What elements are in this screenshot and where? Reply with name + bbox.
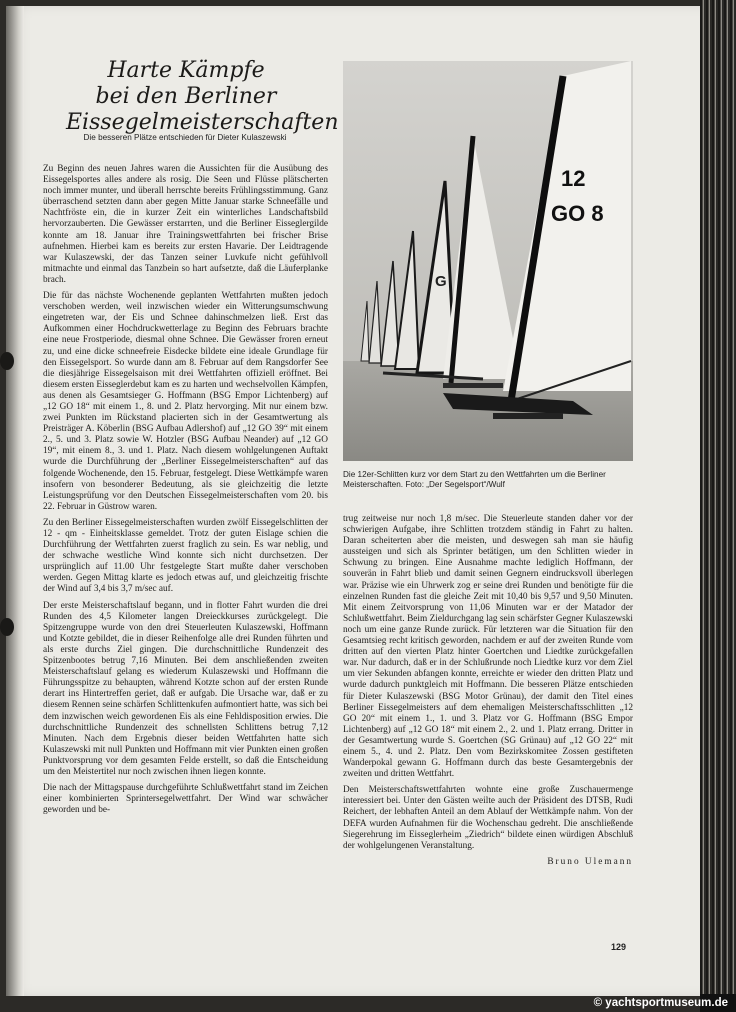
title-line-2: bei den Berliner	[95, 84, 277, 109]
paragraph: Den Meisterschaftswettfahrten wohnte eine große Zuschauermenge interessiert bei. Unter den Gästen weilte auch der Präsident des DTSB, Rudi Reichert, der lebhaften Anteil an dem Ablauf der Wettkämpfe nahm. Von der DEFA wurden Aufnahmen für die Wochenschau gedreht. Die anschließende Siegerehrung im Eisseglerheim „Ziedrich“ bildete einen würdigen Abschluß der wohlgelungenen Veranstaltung.	[343, 785, 633, 851]
iceboat-photo-drawing	[343, 61, 633, 461]
paragraph: Die für das nächste Wochenende geplanten Wettfahrten mußten jedoch verschoben werden, weil inzwischen wieder ein Witterungsumschwung eingetreten war, der Eis und Schnee dahinschmelzen ließ. Erst das Aufkommen einer Hochdruckwetterlage zu Beginn des Februars brachte eine neue Frostperiode, diesmal ohne Schnee. Die Gewässer froren erneut zu, und eine dicke schneefreie Eisdecke bildete eine ideale Grundlage für den Eissegelsport. So wurde dann am 8. Februar auf dem Rangsdorfer See die diesjährige Eissegelsaison mit drei Wettfahrten offiziell eröffnet. Bei diesem ersten Eisseglerdebut kam es zu harten und wechselvollen Kämpfen, aus denen als Gesamtsieger G. Hoffmann (BSG Empor Lichtenberg) auf „12 GO 18“ mit einem 1., 8. und 2. Platz hervorging. Mit nur einem bzw. zwei Punkten im Rückstand placierten sich in der Gesamtwertung als Preisträger A. Köberlin (BSG Aufbau Adlershof) auf „12 GO 39“ mit einem 2., 5. und 3. Platz sowie W. Hotzler (BSG Aufbau Neander) auf „12 GO 19“, mit einem 8., 3. und 1. Platz. Nach diesem wohlgelungenen Auftakt wurde die Durchführung der „Berliner Eissegelmeisterschaften“ auf das folgende Wochenende, den 15. Februar, festgelegt. Diese Wettkämpfe waren insofern von besonderer Bedeutung, als sie gleichzeitig die letzte Leistungsprüfung vor den Deutschen Eissegelmeisterschaften vom 20. bis 22. Februar in Güstrow waren.	[43, 291, 328, 512]
right-text-column	[343, 514, 633, 896]
watermark: © yachtsportmuseum.de	[593, 997, 728, 1009]
paragraph: Zu Beginn des neuen Jahres waren die Aussichten für die Ausübung des Eissegelsportes alles andere als rosig. Die Seen und Flüsse plätscherten noch immer munter, und überall herrschte bereits Frühlingsstimmung. Ganz überraschend setzten dann aber gegen Mitte Januar starke Schneefälle und Nachtfröste ein, die in kurzer Zeit ein winterliches Landschaftsbild hervorzauberten. Die Gewässer erstarrten, und die Berliner Eisseglergilde konnte am 18. Januar ihre Trainingswettfahrten bei frischer Brise aufnehmen. Hierbei kam es bereits zur ersten Havarie. Der Leidtragende war Kulaszewski, der das Tanzen seiner Luvkufe nicht gefühlvoll mitmachte und einmal das Tanzbein so hart aufsetzte, daß die Läuferplanke brach.	[43, 164, 328, 285]
paragraph: Der erste Meisterschaftslauf begann, und in flotter Fahrt wurden die drei Runden des 4,5 Kilometer langen Dreieckkurses zurückgelegt. Die Spitzengruppe wurde von den drei Steuerleuten Kulaszewski, Hoffmann und Kotzte gebildet, die in dieser Reihenfolge alle drei Runden führten und als erste durchs Ziel gingen. Die durchschnittliche Rundenzeit des Spitzenbootes betrug 7,16 Minuten. Bei dem anschließenden zweiten Meisterschaftslauf gelang es wiederum Kulaszewski und Hoffmann die Führungsspitze zu behaupten, während Kotzte schon auf der ersten Runde derart ins Hintertreffen geriet, daß er aufgab. Die Ursache war, daß er zu diesem Rennen seine schärfen Schlittenkufen aufmontiert hatte, was sich bei dem inzwischen weich gewordenen Eis als eine Fehldisposition erwies. Die durchschnittliche Rundenzeit des schnellsten Schlittens betrug 7,12 Minuten. Nach dem Ergebnis dieser beiden Wettfahrten hatte sich Kulaszewski mit null Punkten und Hoffmann mit vier Punkten einen großen Punktvorsprung vor dem gesamten Felde erstellt, so daß die Entscheidung um den Meistertitel nur noch zwischen ihnen liegen konnte.	[43, 600, 328, 777]
title-line-1: Harte Kämpfe	[107, 58, 265, 83]
punch-hole	[0, 352, 14, 370]
paragraph: Die nach der Mittagspause durchgeführte Schlußwettfahrt stand im Zeichen einer kombinierten Sprintersegelwettfahrt. Der Wind war schwächer geworden und be-	[43, 783, 328, 816]
sail-fragment-text: G	[435, 273, 447, 290]
paragraph: Zu den Berliner Eissegelmeisterschaften wurden zwölf Eissegelschlitten der 12 - qm - Einheitsklasse gemeldet. Trotz der guten Eislage schien die Durchführung der Wettfahrten zuerst fraglich zu sein. Es war neblig, und der schwache westliche Wind konnte sich nicht durchsetzen. Der ursprünglich auf 11.00 Uhr festgelegte Start mußte daher verschoben werden. Gegen Mittag klarte es jedoch etwas auf, und gleichzeitig frischte der Wind auf 3,4 bis 3,7 m/sec auf.	[43, 517, 328, 595]
punch-hole	[0, 618, 14, 636]
page-binding-shadow	[6, 6, 24, 996]
paragraph: trug zeitweise nur noch 1,8 m/sec. Die Steuerleute standen daher vor der schwierigen Aufgabe, ihre Schlitten trotzdem ständig in Fahrt zu halten. Daran scheiterten aber die meisten, und deswegen sah man sie häufig aussteigen und sich als Sprinter betätigen, um den Schlitten wieder in Schwung zu bringen. Eine Ausnahme machte lediglich Hoffmann, der souverän in Fahrt blieb und damit seinen Gegnern eindrucksvoll überlegen war. Präzise wie ein Uhrwerk zog er seine drei Runden und benötigte für die einzelnen Runden fast die gleiche Zeit mit 10,40 bis 9,57 und 9,50 Minuten. Mit einem Zeitvorsprung von 11,06 Minuten war er der Matador der Schlußwettfahrt. Beim Zieldurchgang lag sein schärfster Gegner Kulaszewski noch um eine ganze Runde zurück. Für letzteren war die Situation für den Gesamtsieg recht kritisch geworden, nachdem er auf der zweiten Runde vom dritten auf den vierten Platz hinter Goertchen und Liedtke zurückgefallen war. Nur dadurch, daß er in der Schlußrunde noch Liedtke kurz vor dem Ziel um vier Sekunden abfangen konnte, erreichte er wieder den dritten Platz und wurde dadurch punktgleich mit Hoffmann. Die besseren Plätze entschieden für Dieter Kulaszewski (BSG Motor Grünau), der damit den Titel eines Berliner Eissegelmeisters auf dem ehemaligen Meisterschaftsschlitten „12 GO 20“ mit einem 1., 1. und 3. Platz vor G. Hoffmann (BSG Empor Lichtenberg) auf „12 GO 18“ mit einem 2., 2. und 1. Platz errang. Dritter in der Gesamtwertung wurde S. Goertchen (SG Grünau) auf „12 GO 22“ mit einem 5., 4. und 2. Platz. Den vom Bezirkskomitee Zossen gestifteten Wanderpokal gewann G. Hoffmann durch das beste Gesamtergebnis der zweiten und dritten Wettfahrt.	[343, 514, 633, 780]
title-line-3: Eissegelmeisterschaften	[66, 110, 339, 135]
article-title	[66, 58, 339, 136]
iceboat-photo	[343, 61, 633, 461]
magazine-page	[6, 6, 700, 996]
left-text-column	[43, 164, 328, 880]
page-stack-edge	[700, 0, 736, 1012]
author-signature: Bruno Ulemann	[547, 856, 633, 867]
article-subtitle: Die besseren Plätze entschieden für Dieter Kulaszewski	[83, 133, 287, 142]
sail-number-top: 12	[561, 166, 586, 191]
photo-caption: Die 12er-Schlitten kurz vor dem Start zu den Wettfahrten um die Berliner Meisterschaften. Foto: „Der Segelsport“/Wulf	[343, 470, 606, 490]
sail-number-bottom: GO 8	[551, 201, 604, 226]
page-number: 129	[611, 942, 627, 952]
